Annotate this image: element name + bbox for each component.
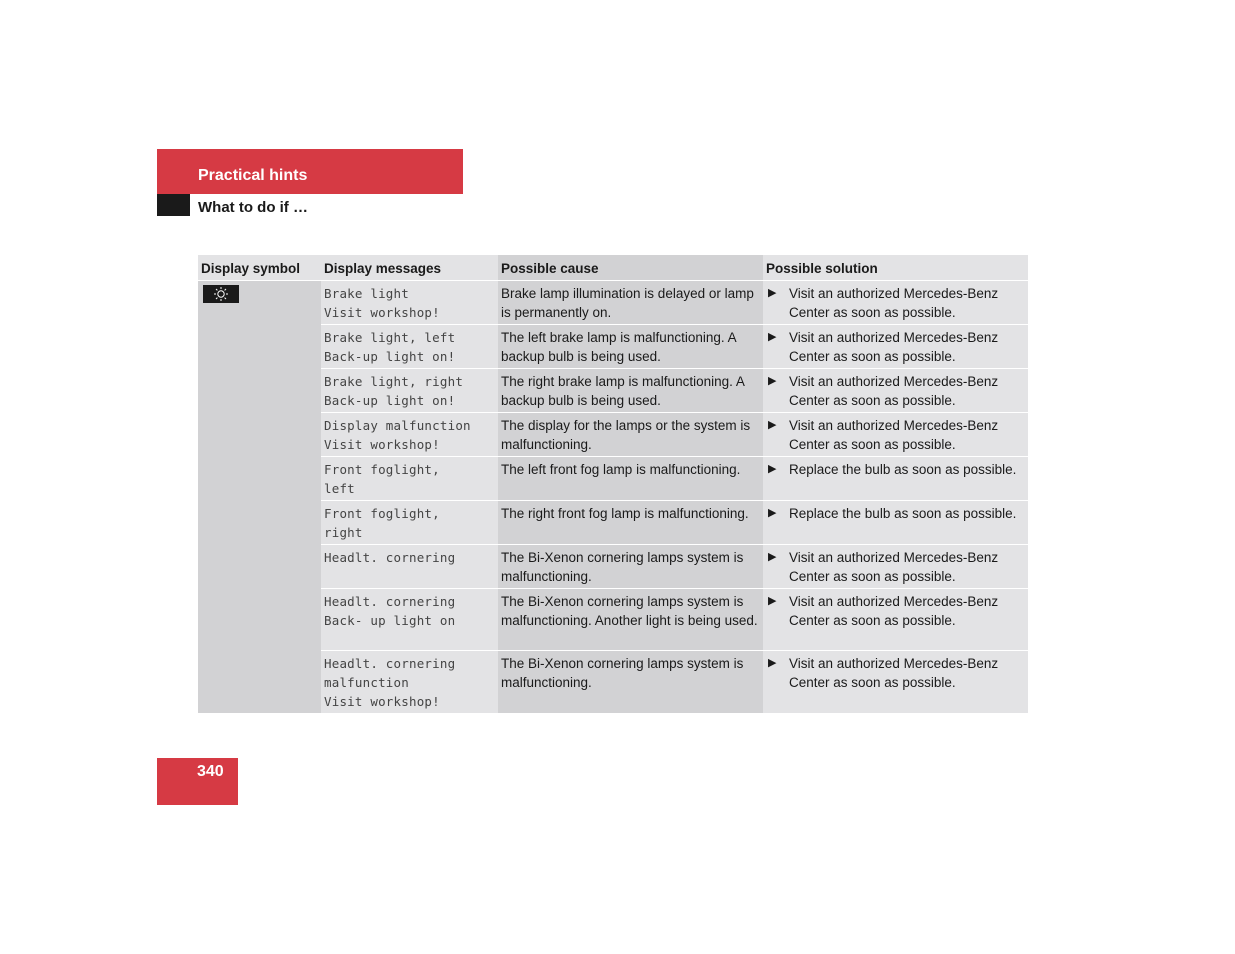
possible-cause-cell: The Bi-Xenon cornering lamps system is malfunctioning. Another light is being used. <box>498 588 763 650</box>
possible-cause-cell: The right brake lamp is malfunctioning. A backup bulb is being used. <box>498 368 763 412</box>
possible-solution-cell <box>763 280 1028 324</box>
page-number: 340 <box>197 763 224 780</box>
display-message-cell: Front foglight, left <box>321 456 498 500</box>
column-header-possible-solution: Possible solution <box>763 255 1028 280</box>
arrow-bullet-icon: ▶ <box>768 551 777 563</box>
solution-text: Replace the bulb as soon as possible. <box>789 462 1017 477</box>
display-message-cell: Brake light, right Back-up light on! <box>321 368 498 412</box>
display-symbol-cell <box>198 280 321 713</box>
possible-cause-cell: The right front fog lamp is malfunctioning. <box>498 500 763 544</box>
arrow-bullet-icon: ▶ <box>768 331 777 343</box>
light-bulb-icon <box>203 285 239 303</box>
solution-text: Visit an authorized Mercedes-Benz Center as soon as possible. <box>789 330 999 364</box>
possible-solution-cell <box>763 588 1028 650</box>
display-message-cell: Brake light, left Back-up light on! <box>321 324 498 368</box>
solution-text: Visit an authorized Mercedes-Benz Center as soon as possible. <box>789 286 999 320</box>
possible-cause-cell: The Bi-Xenon cornering lamps system is malfunctioning. <box>498 650 763 713</box>
possible-cause-cell: The display for the lamps or the system is malfunctioning. <box>498 412 763 456</box>
possible-solution-cell <box>763 500 1028 544</box>
display-messages-table <box>198 255 1028 711</box>
arrow-bullet-icon: ▶ <box>768 463 777 475</box>
possible-solution-cell <box>763 456 1028 500</box>
possible-solution-cell <box>763 324 1028 368</box>
solution-text: Visit an authorized Mercedes-Benz Center as soon as possible. <box>789 656 999 690</box>
arrow-bullet-icon: ▶ <box>768 595 777 607</box>
arrow-bullet-icon: ▶ <box>768 419 777 431</box>
possible-cause-cell: Brake lamp illumination is delayed or lamp is permanently on. <box>498 280 763 324</box>
display-message-cell: Front foglight, right <box>321 500 498 544</box>
subsection-marker <box>157 194 190 216</box>
column-header-display-symbol: Display symbol <box>198 255 321 280</box>
display-message-cell: Brake light Visit workshop! <box>321 280 498 324</box>
possible-solution-cell <box>763 368 1028 412</box>
display-message-cell: Headlt. cornering malfunction Visit workshop! <box>321 650 498 713</box>
possible-solution-cell <box>763 650 1028 713</box>
display-message-cell: Headlt. cornering <box>321 544 498 588</box>
solution-text: Replace the bulb as soon as possible. <box>789 506 1017 521</box>
solution-text: Visit an authorized Mercedes-Benz Center as soon as possible. <box>789 594 999 628</box>
display-message-cell: Headlt. cornering Back- up light on <box>321 588 498 650</box>
possible-solution-cell <box>763 544 1028 588</box>
solution-text: Visit an authorized Mercedes-Benz Center as soon as possible. <box>789 374 999 408</box>
subsection-title: What to do if … <box>198 199 308 216</box>
possible-cause-cell: The left brake lamp is malfunctioning. A backup bulb is being used. <box>498 324 763 368</box>
solution-text: Visit an authorized Mercedes-Benz Center as soon as possible. <box>789 550 999 584</box>
arrow-bullet-icon: ▶ <box>768 287 777 299</box>
possible-cause-cell: The left front fog lamp is malfunctioning. <box>498 456 763 500</box>
possible-cause-cell: The Bi-Xenon cornering lamps system is malfunctioning. <box>498 544 763 588</box>
display-message-cell: Display malfunction Visit workshop! <box>321 412 498 456</box>
column-header-display-messages: Display messages <box>321 255 498 280</box>
possible-solution-cell <box>763 412 1028 456</box>
column-header-possible-cause: Possible cause <box>498 255 763 280</box>
solution-text: Visit an authorized Mercedes-Benz Center as soon as possible. <box>789 418 999 452</box>
section-title: Practical hints <box>198 167 308 184</box>
arrow-bullet-icon: ▶ <box>768 507 777 519</box>
arrow-bullet-icon: ▶ <box>768 375 777 387</box>
arrow-bullet-icon: ▶ <box>768 657 777 669</box>
